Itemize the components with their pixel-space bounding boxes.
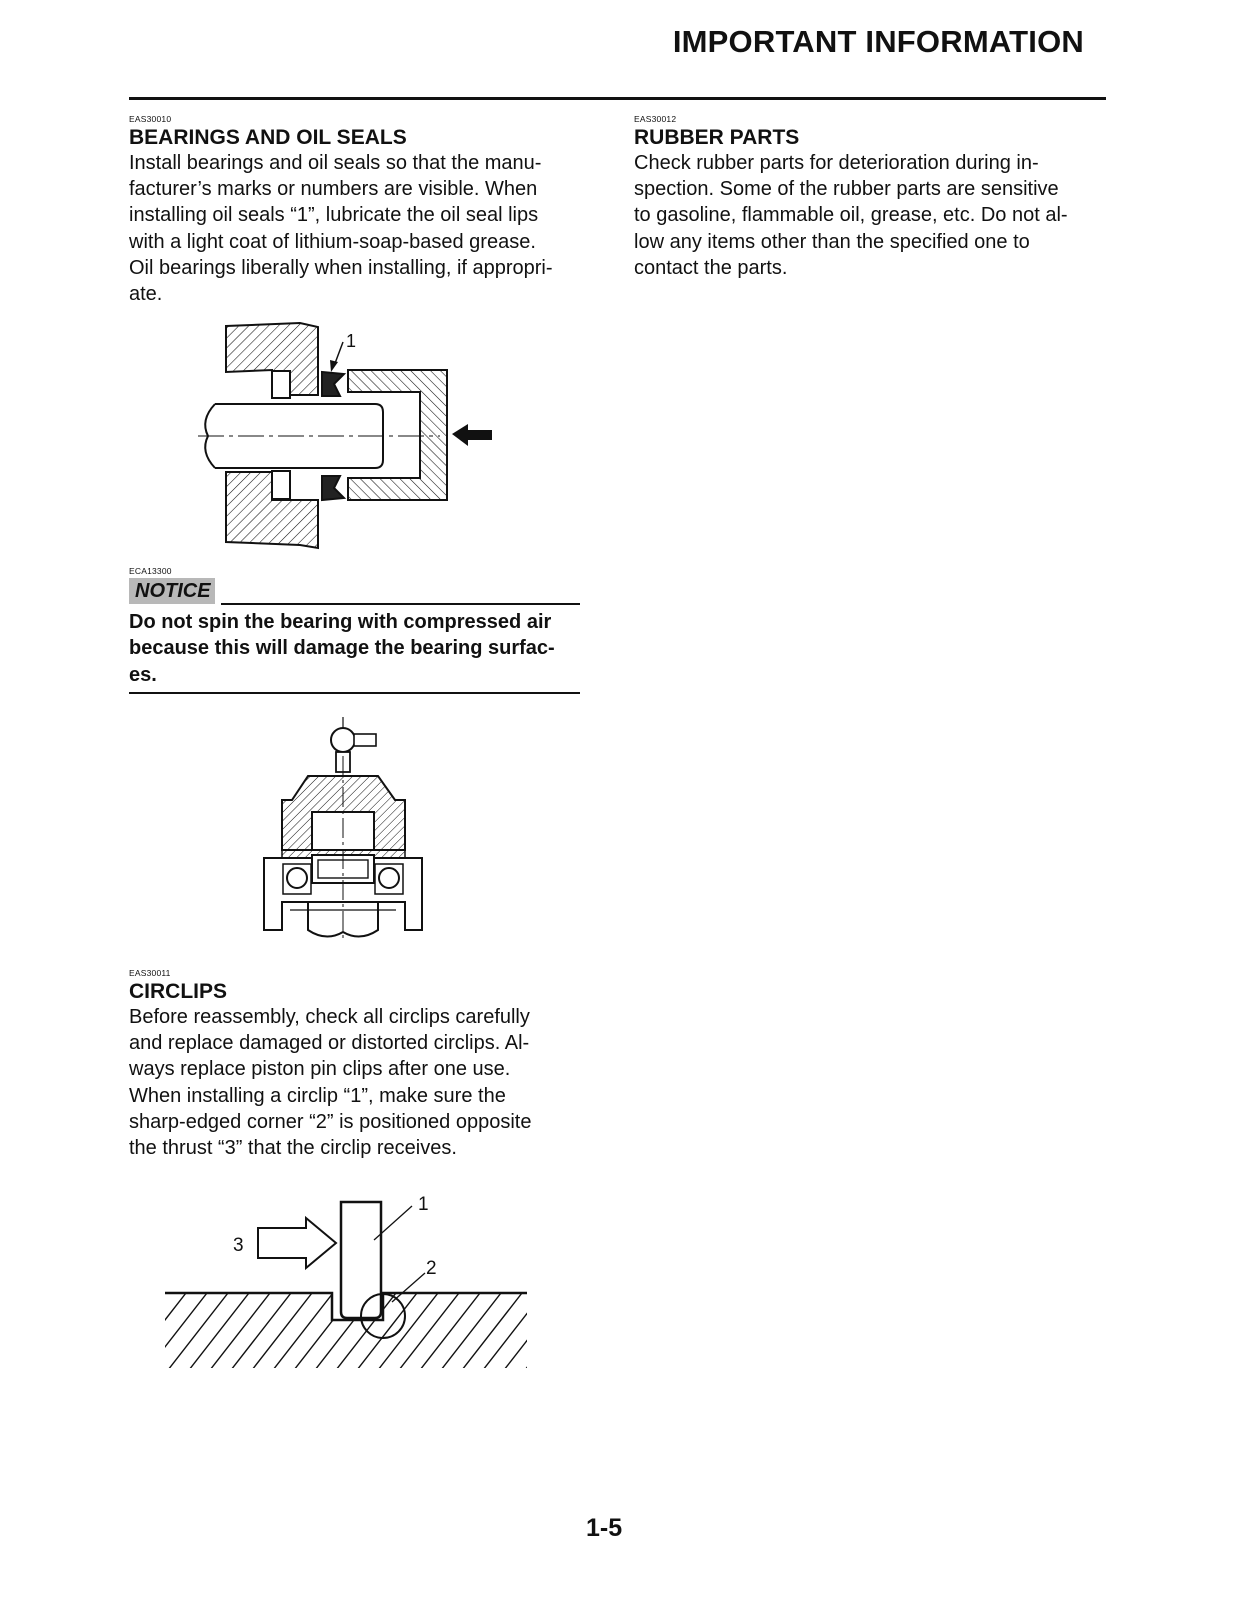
section-code-bearings: EAS30010 bbox=[129, 114, 172, 124]
section-body-circlips bbox=[129, 1004, 599, 1161]
text-line: and replace damaged or distorted circlips. Al- bbox=[129, 1032, 530, 1055]
text-line: Check rubber parts for deterioration during in- bbox=[634, 152, 1039, 174]
text-line: Install bearings and oil seals so that the manu- bbox=[129, 152, 542, 174]
text-line: When installing a circlip “1”, make sure the bbox=[129, 1084, 506, 1107]
hatch-line bbox=[525, 1293, 585, 1370]
section-body-bearings bbox=[129, 150, 599, 307]
text-line: installing oil seals “1”, lubricate the oil seal lips bbox=[129, 204, 539, 227]
text-line: contact the parts. bbox=[634, 256, 788, 279]
notice-badge: NOTICE bbox=[129, 578, 215, 604]
section-heading-rubber: RUBBER PARTS bbox=[634, 126, 800, 149]
figure-label: 3 bbox=[233, 1235, 244, 1256]
text-line: facturer’s marks or numbers are visible. When bbox=[129, 178, 538, 201]
header-rule bbox=[129, 97, 1106, 100]
text-line: ways replace piston pin clips after one use. bbox=[129, 1058, 511, 1081]
figure-label: 2 bbox=[426, 1258, 437, 1279]
page-title: IMPORTANT INFORMATION bbox=[672, 24, 1084, 59]
circlip-installation-figure bbox=[160, 1188, 535, 1380]
text-line: low any items other than the specified one to bbox=[634, 230, 1030, 253]
text-line: sharp-edged corner “2” is positioned opposite bbox=[129, 1110, 532, 1133]
text-line: because this will damage the bearing surfac- bbox=[129, 637, 555, 660]
hatch-line bbox=[105, 1293, 165, 1370]
text-line: ate. bbox=[129, 283, 163, 306]
figure-label: 1 bbox=[418, 1194, 429, 1215]
text-line: Oil bearings liberally when installing, if appropri- bbox=[129, 256, 553, 279]
notice-code: ECA13300 bbox=[129, 566, 172, 576]
text-line: Do not spin the bearing with compressed air bbox=[129, 611, 552, 633]
text-line: es. bbox=[129, 663, 157, 686]
page-number: 1-5 bbox=[586, 1514, 623, 1542]
section-body-rubber bbox=[634, 150, 1104, 281]
notice-text bbox=[129, 609, 589, 688]
text-line: the thrust “3” that the circlip receives. bbox=[129, 1137, 457, 1160]
text-line: with a light coat of lithium-soap-based grease. bbox=[129, 230, 536, 253]
section-code-rubber: EAS30012 bbox=[634, 114, 677, 124]
section-heading-bearings: BEARINGS AND OIL SEALS bbox=[129, 126, 407, 149]
section-heading-circlips: CIRCLIPS bbox=[129, 980, 228, 1003]
notice-bottom-rule bbox=[129, 692, 580, 694]
notice-rule bbox=[221, 603, 580, 605]
text-line: spection. Some of the rubber parts are sensitive bbox=[634, 178, 1059, 201]
bearing-lubrication-figure bbox=[258, 712, 428, 947]
text-line: Before reassembly, check all circlips carefully bbox=[129, 1006, 530, 1028]
figure-label: 1 bbox=[346, 331, 357, 351]
section-code-circlips: EAS30011 bbox=[129, 968, 171, 978]
oil-seal-installation-figure bbox=[195, 315, 505, 560]
text-line: to gasoline, flammable oil, grease, etc. Do not al- bbox=[634, 204, 1068, 227]
